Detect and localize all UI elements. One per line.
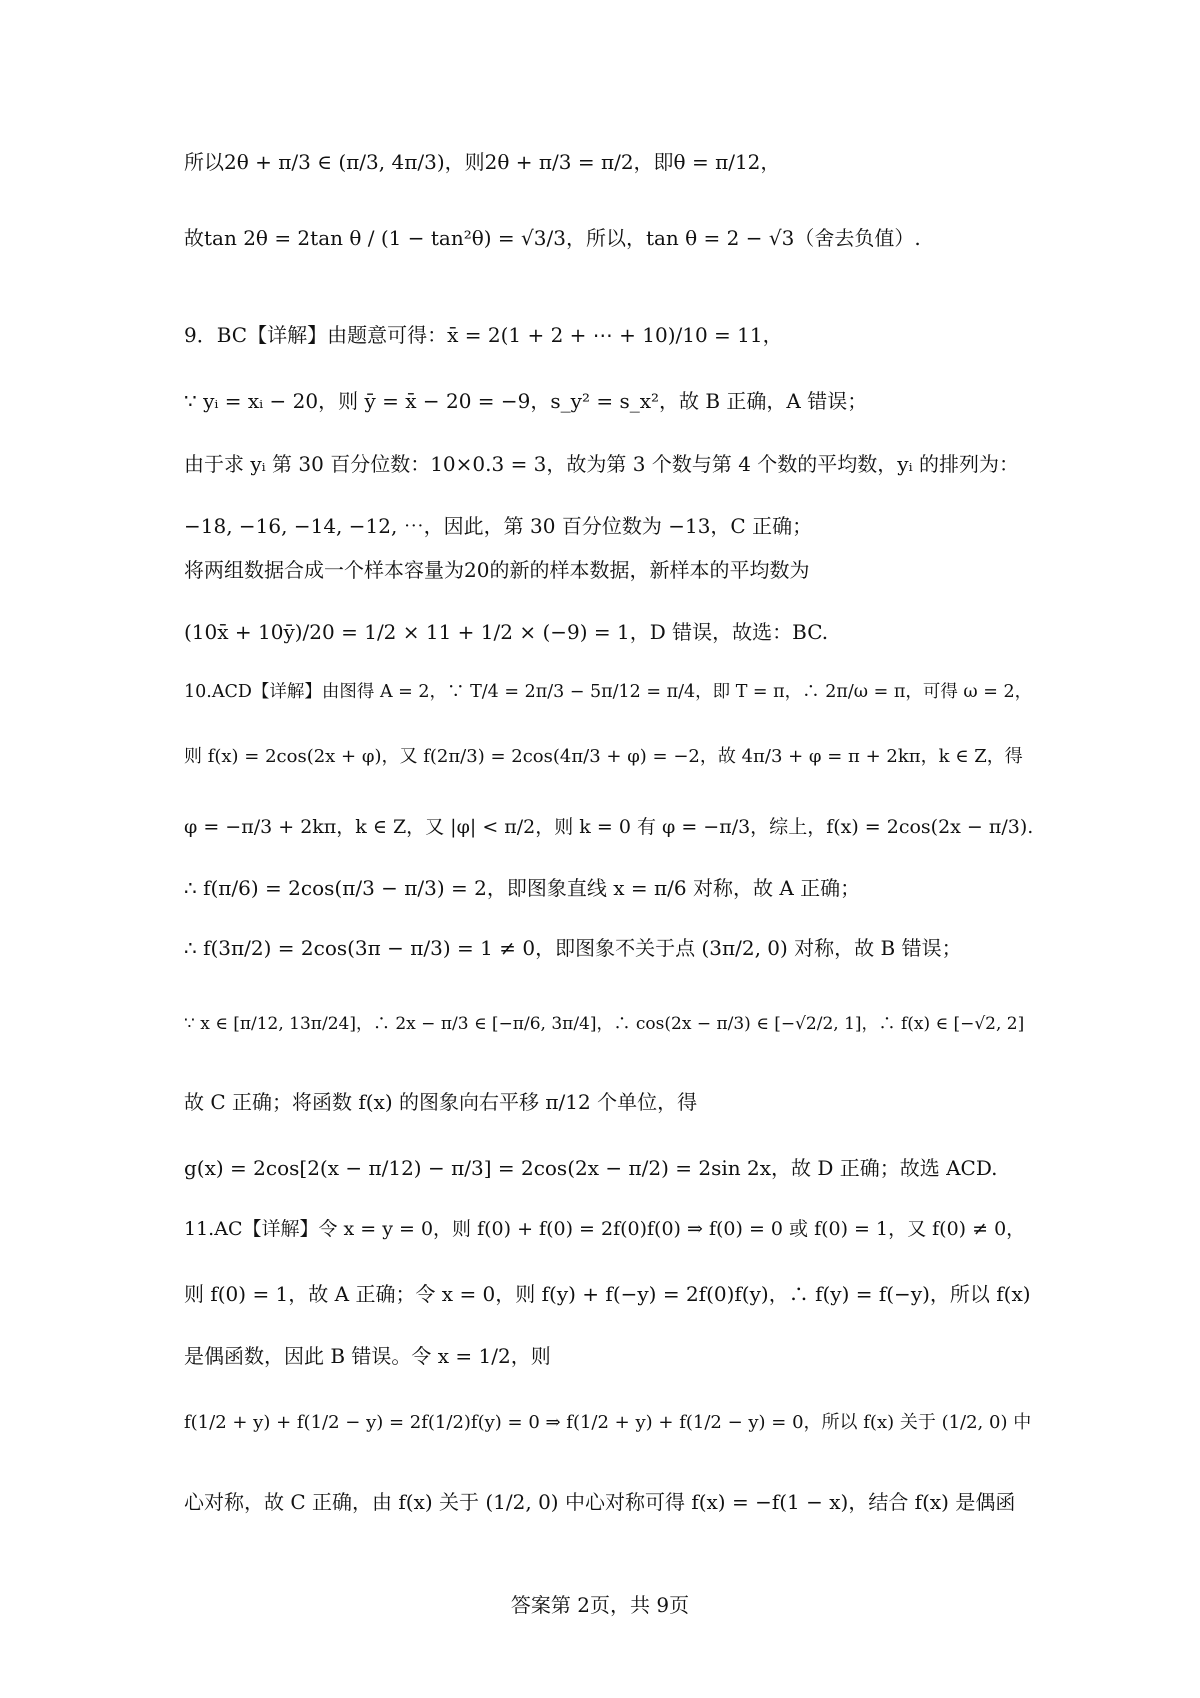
text-line: 11.AC【详解】令 x = y = 0，则 f(0) + f(0) = 2f(0)f(0) ⇒ f(0) = 0 或 f(0) = 1，又 f(0) ≠ 0，	[184, 1218, 1026, 1240]
text-line: ∴ f(3π/2) = 2cos(3π − π/3) = 1 ≠ 0，即图象不关于点 (3π/2, 0) 对称，故 B 错误；	[184, 936, 962, 960]
text-line: (10x̄ + 10ȳ)/20 = 1/2 × 11 + 1/2 × (−9) = 1，D 错误，故选：BC.	[184, 620, 829, 644]
text-line: ∵ x ∈ [π/12, 13π/24]，∴ 2x − π/3 ∈ [−π/6, 3π/4]，∴ cos(2x − π/3) ∈ [−√2/2, 1]，∴ f(x) ∈ [−√2, 2]	[184, 1014, 1025, 1034]
text-line: ∴ f(π/6) = 2cos(π/3 − π/3) = 2，即图象直线 x = π/6 对称，故 A 正确；	[184, 876, 861, 900]
text-line: 将两组数据合成一个样本容量为20的新的样本数据，新样本的平均数为	[184, 558, 810, 582]
text-line: 是偶函数，因此 B 错误。令 x = 1/2，则	[184, 1344, 551, 1368]
text-line: 9．BC【详解】由题意可得：x̄ = 2(1 + 2 + ⋯ + 10)/10 = 11，	[184, 323, 783, 347]
text-line: ∵ yᵢ = xᵢ − 20，则 ȳ = x̄ − 20 = −9，s_y² = s_x²，故 B 正确，A 错误；	[184, 389, 868, 413]
text-line: 故 C 正确；将函数 f(x) 的图象向右平移 π/12 个单位，得	[184, 1090, 698, 1114]
text-line: 所以2θ + π/3 ∈ (π/3, 4π/3)，则2θ + π/3 = π/2，即θ = π/12，	[184, 150, 781, 174]
page-footer: 答案第 2页，共 9页	[510, 1593, 690, 1617]
text-line: 由于求 yᵢ 第 30 百分位数：10×0.3 = 3，故为第 3 个数与第 4 个数的平均数，yᵢ 的排列为：	[184, 452, 1019, 476]
text-line: f(1/2 + y) + f(1/2 − y) = 2f(1/2)f(y) = 0 ⇒ f(1/2 + y) + f(1/2 − y) = 0，所以 f(x) 关于 (1/2, 0) 中	[184, 1412, 1032, 1433]
text-line: 则 f(x) = 2cos(2x + φ)，又 f(2π/3) = 2cos(4π/3 + φ) = −2，故 4π/3 + φ = π + 2kπ，k ∈ Z，得	[184, 746, 1023, 767]
text-line: −18, −16, −14, −12, ⋯，因此，第 30 百分位数为 −13，C 正确；	[184, 514, 813, 538]
text-line: 则 f(0) = 1，故 A 正确；令 x = 0，则 f(y) + f(−y) = 2f(0)f(y)，∴ f(y) = f(−y)，所以 f(x)	[184, 1282, 1031, 1306]
text-line: φ = −π/3 + 2kπ，k ∈ Z，又 |φ| < π/2，则 k = 0 有 φ = −π/3，综上，f(x) = 2cos(2x − π/3).	[184, 816, 1034, 838]
text-line: 10.ACD【详解】由图得 A = 2，∵ T/4 = 2π/3 − 5π/12 = π/4，即 T = π，∴ 2π/ω = π，可得 ω = 2，	[184, 682, 1033, 702]
text-line: 心对称，故 C 正确，由 f(x) 关于 (1/2, 0) 中心对称可得 f(x) = −f(1 − x)，结合 f(x) 是偶函	[184, 1490, 1016, 1514]
text-line: 故tan 2θ = 2tan θ / (1 − tan²θ) = √3/3，所以，tan θ = 2 − √3（舍去负值）.	[184, 226, 921, 250]
text-line: g(x) = 2cos[2(x − π/12) − π/3] = 2cos(2x − π/2) = 2sin 2x，故 D 正确；故选 ACD.	[184, 1156, 998, 1180]
